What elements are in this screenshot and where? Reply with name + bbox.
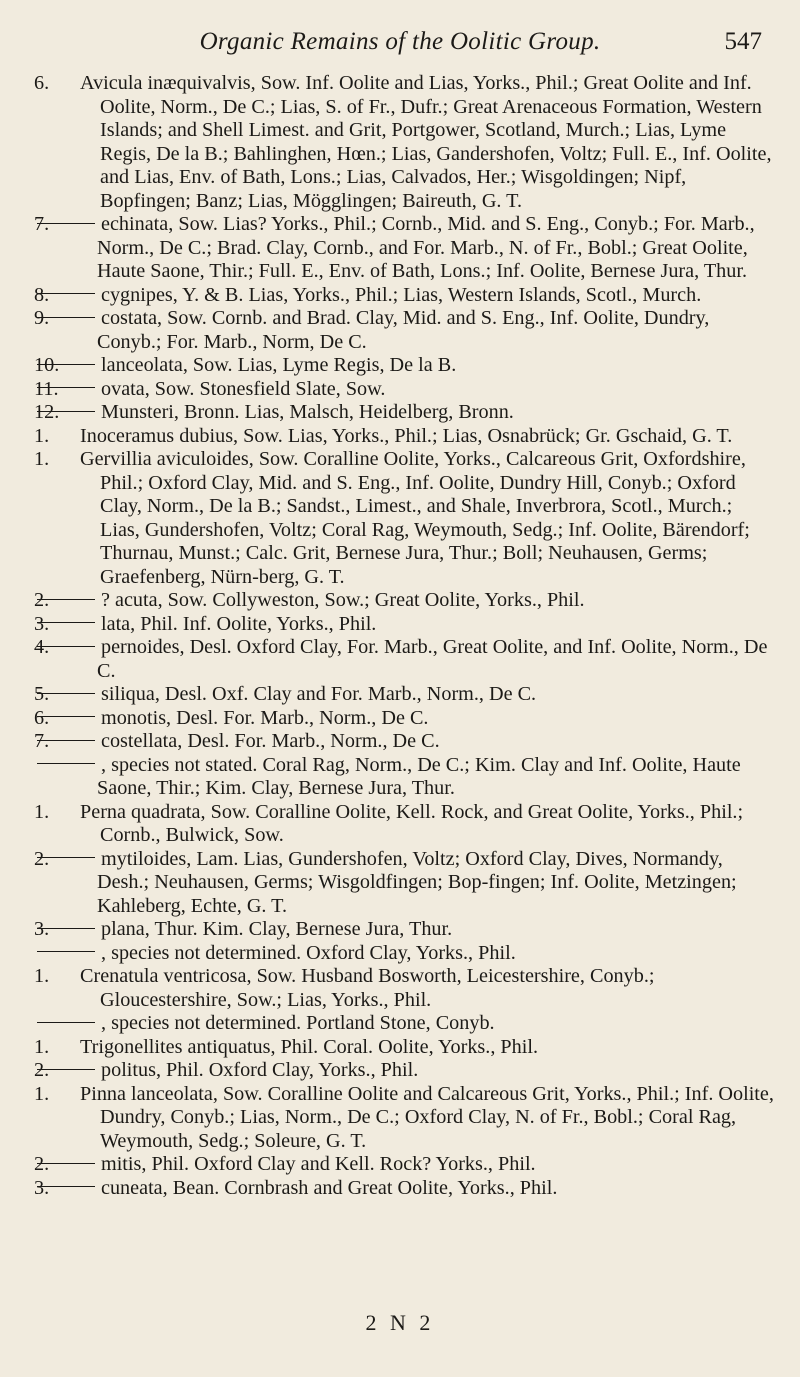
entry-text: Trigonellites antiquatus, Phil. Coral. Oolite, Yorks., Phil.	[80, 1035, 538, 1058]
ditto-dash	[37, 716, 95, 717]
ditto-dash	[37, 364, 95, 365]
list-item	[0, 942, 800, 966]
entry-number: 3.	[34, 612, 50, 635]
list-item	[0, 613, 800, 637]
entry-text: cygnipes, Y. & B. Lias, Yorks., Phil.; Lias, Western Islands, Scotl., Murch.	[101, 283, 702, 306]
entry-text: Perna quadrata, Sow. Coralline Oolite, Kell. Rock, and Great Oolite, Yorks., Phil.; Cornb., Bulwick, Sow.	[80, 800, 744, 846]
entry-number: 1.	[34, 448, 50, 470]
entry-text: echinata, Sow. Lias? Yorks., Phil.; Cornb., Mid. and S. Eng., Conyb.; For. Marb., Norm., De C.; Brad. Clay, Cornb., and For. Marb., N. of Fr., Bobl.; Great Oolite, Haute Saone, Thir.; Full. E., Env. of Bath, Lons.; Inf. Oolite, Bernese Jura, Thur.	[97, 213, 755, 282]
ditto-dash	[37, 293, 95, 294]
entry-number: 8.	[34, 283, 50, 306]
entry-number: 1.	[34, 1035, 50, 1058]
ditto-dash	[37, 740, 95, 741]
ditto-dash	[37, 599, 95, 600]
list-item	[0, 683, 800, 707]
entry-number: 9.	[34, 307, 50, 329]
entry-text: Avicula inæquivalvis, Sow. Inf. Oolite and Lias, Yorks., Phil.; Great Oolite and Inf. Oolite, Norm., De C.; Lias, S. of Fr., Dufr.; Great Arenaceous Formation, Western Islands; and Shell Limest. and Grit, Portgower, Scotland, Murch.; Lias, Lyme Regis, De la B.; Bahlinghen, Hœn.; Lias, Gandershofen, Voltz; Full. E., Inf. Oolite, and Lias, Env. of Bath, Lons.; Lias, Calvados, Her.; Wisgoldingen; Nipf, Bopfingen; Banz; Lias, Mögglingen; Baireuth, G. T.	[80, 72, 772, 212]
entry-text: plana, Thur. Kim. Clay, Bernese Jura, Thur.	[101, 918, 453, 940]
entry-text: costellata, Desl. For. Marb., Norm., De C.	[101, 730, 440, 752]
entry-text: ? acuta, Sow. Collyweston, Sow.; Great Oolite, Yorks., Phil.	[101, 589, 585, 611]
ditto-dash	[37, 646, 95, 647]
entry-number: 7.	[34, 730, 50, 752]
entry-number: 6.	[34, 706, 50, 729]
entry-text: Inoceramus dubius, Sow. Lias, Yorks., Phil.; Lias, Osnabrück; Gr. Gschaid, G. T.	[80, 424, 733, 447]
ditto-dash	[37, 1163, 95, 1164]
page-number: 547	[724, 28, 762, 55]
list-item	[0, 636, 800, 683]
ditto-dash	[37, 1022, 95, 1023]
entry-text: lata, Phil. Inf. Oolite, Yorks., Phil.	[101, 612, 377, 635]
species-list	[0, 72, 800, 1200]
entry-number: 10.	[34, 354, 60, 376]
entry-text: mytiloides, Lam. Lias, Gundershofen, Voltz; Oxford Clay, Dives, Normandy, Desh.; Neuhausen, Germs; Wisgoldfingen; Bop-fingen; Inf. Oolite, Metzingen; Kahleberg, Echte, G. T.	[97, 847, 737, 917]
entry-number: 2.	[34, 1153, 50, 1175]
entry-text: cuneata, Bean. Cornbrash and Great Oolite, Yorks., Phil.	[101, 1176, 558, 1199]
entry-text: , species not determined. Portland Stone, Conyb.	[101, 1012, 495, 1034]
entry-number: 1.	[34, 800, 50, 823]
ditto-dash	[37, 317, 95, 318]
list-item	[0, 448, 800, 589]
entry-number: 1.	[34, 965, 50, 987]
entry-text: politus, Phil. Oxford Clay, Yorks., Phil.	[101, 1059, 419, 1081]
entry-number: 5.	[34, 683, 50, 705]
running-title: Organic Remains of the Oolitic Group.	[199, 28, 601, 55]
ditto-dash	[37, 951, 95, 952]
ditto-dash	[37, 857, 95, 858]
ditto-dash	[37, 928, 95, 929]
entry-text: pernoides, Desl. Oxford Clay, For. Marb., Great Oolite, and Inf. Oolite, Norm., De C.	[97, 636, 768, 682]
entry-number: 1.	[34, 1082, 50, 1105]
ditto-dash	[37, 1186, 95, 1187]
entry-text: monotis, Desl. For. Marb., Norm., De C.	[101, 706, 429, 729]
list-item	[0, 965, 800, 1012]
ditto-dash	[37, 763, 95, 764]
running-header	[0, 24, 800, 56]
list-item	[0, 754, 800, 801]
list-item	[0, 707, 800, 731]
list-item	[0, 1012, 800, 1036]
entry-text: ovata, Sow. Stonesfield Slate, Sow.	[101, 377, 386, 400]
list-item	[0, 1177, 800, 1201]
list-item	[0, 1059, 800, 1083]
entry-text: , species not determined. Oxford Clay, Yorks., Phil.	[101, 941, 516, 964]
list-item	[0, 354, 800, 378]
entry-number: 11.	[34, 377, 59, 400]
ditto-dash	[37, 693, 95, 694]
entry-number: 1.	[34, 424, 50, 447]
list-item	[0, 401, 800, 425]
list-item	[0, 425, 800, 449]
list-item	[0, 918, 800, 942]
entry-number: 7.	[34, 213, 50, 235]
list-item	[0, 730, 800, 754]
entry-text: Pinna lanceolata, Sow. Coralline Oolite and Calcareous Grit, Yorks., Phil.; Inf. Oolite, Dundry, Conyb.; Lias, Norm., De C.; Oxford Clay, N. of Fr., Bobl.; Coral Rag, Weymouth, Sedg.; Soleure, G. T.	[80, 1082, 774, 1152]
entry-number: 2.	[34, 847, 50, 870]
entry-text: mitis, Phil. Oxford Clay and Kell. Rock? Yorks., Phil.	[101, 1153, 536, 1175]
list-item	[0, 213, 800, 284]
list-item	[0, 307, 800, 354]
list-item	[0, 589, 800, 613]
entry-text: lanceolata, Sow. Lias, Lyme Regis, De la B.	[101, 354, 457, 376]
entry-number: 4.	[34, 636, 50, 658]
entry-number: 3.	[34, 918, 50, 940]
list-item	[0, 1036, 800, 1060]
signature-mark: 2 N 2	[365, 1310, 435, 1335]
entry-text: costata, Sow. Cornb. and Brad. Clay, Mid. and S. Eng., Inf. Oolite, Dundry, Conyb.; For. Marb., Norm, De C.	[97, 307, 710, 353]
list-item	[0, 72, 800, 213]
ditto-dash	[37, 387, 95, 388]
list-item	[0, 284, 800, 308]
entry-text: Gervillia aviculoides, Sow. Coralline Oolite, Yorks., Calcareous Grit, Oxfordshire, Phil.; Oxford Clay, Mid. and S. Eng., Inf. Oolite, Dundry Hill, Conyb.; Oxford Clay, Norm., De la B.; Sandst., Limest., and Shale, Inverbrora, Scotl., Murch.; Lias, Gundershofen, Voltz; Coral Rag, Weymouth, Sedg.; Inf. Oolite, Bärendorf; Thurnau, Munst.; Calc. Grit, Bernese Jura, Thur.; Boll; Neuhausen, Germs; Graefenberg, Nürn-berg, G. T.	[80, 448, 750, 588]
list-item	[0, 1153, 800, 1177]
entry-number: 12.	[34, 401, 60, 423]
ditto-dash	[37, 622, 95, 623]
entry-number: 6.	[34, 72, 50, 94]
ditto-dash	[37, 1069, 95, 1070]
entry-number: 2.	[34, 589, 50, 611]
ditto-dash	[37, 411, 95, 412]
entry-text: , species not stated. Coral Rag, Norm., De C.; Kim. Clay and Inf. Oolite, Haute Saone, Thir.; Kim. Clay, Bernese Jura, Thur.	[97, 753, 741, 799]
entry-text: Crenatula ventricosa, Sow. Husband Bosworth, Leicestershire, Conyb.; Gloucestershire, Sow.; Lias, Yorks., Phil.	[80, 965, 655, 1011]
entry-number: 2.	[34, 1059, 50, 1081]
ditto-dash	[37, 223, 95, 224]
entry-text: Munsteri, Bronn. Lias, Malsch, Heidelberg, Bronn.	[101, 401, 514, 423]
list-item	[0, 378, 800, 402]
entry-number: 3.	[34, 1176, 50, 1199]
list-item	[0, 848, 800, 919]
entry-text: siliqua, Desl. Oxf. Clay and For. Marb., Norm., De C.	[101, 683, 537, 705]
list-item	[0, 1083, 800, 1154]
list-item	[0, 801, 800, 848]
